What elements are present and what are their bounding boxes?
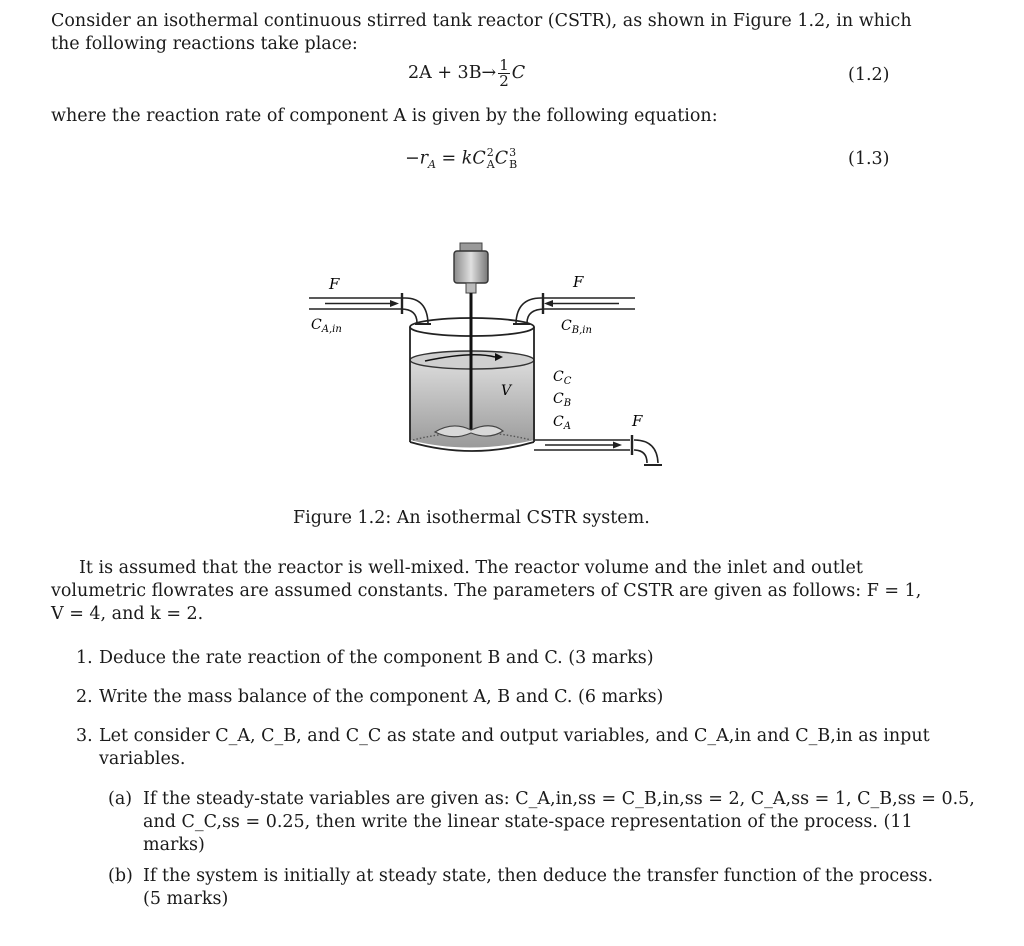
- subquestion-a-line-2: and C_C,ss = 0.25, then write the linear state-space representation of the process. (11: [143, 812, 913, 832]
- cstr-figure: [295, 235, 715, 480]
- subquestion-a-line-1: If the steady-state variables are given as: C_A,in,ss = C_B,in,ss = 2, C_A,ss = 1, C_B,ss = 0.5,: [143, 789, 975, 809]
- subquestion-a-label: (a): [108, 789, 133, 809]
- motor-body: [454, 251, 488, 283]
- subquestion-a-line-3: marks): [143, 835, 205, 855]
- label-cb-in: $C_{B,in}$: [561, 318, 592, 336]
- label-f-right: F: [573, 273, 584, 291]
- assumption-line-3: V = 4, and k = 2.: [51, 604, 204, 624]
- question-2-number: 2.: [76, 687, 93, 707]
- question-3-line-1: Let consider C_A, C_B, and C_C as state and output variables, and C_A,in and C_B,in as input: [99, 726, 930, 746]
- motor-cap: [460, 243, 482, 251]
- equation-number-1-2: (1.2): [848, 65, 890, 85]
- eq12-frac-num: 1: [499, 56, 509, 74]
- eq13-cb: C: [494, 148, 509, 169]
- rate-sentence: where the reaction rate of component A is given by the following equation:: [51, 106, 718, 126]
- question-2-text: Write the mass balance of the component A, B and C. (6 marks): [99, 687, 664, 707]
- figure-caption: Figure 1.2: An isothermal CSTR system.: [293, 508, 650, 528]
- eq13-cb-sub: B: [509, 158, 518, 171]
- intro-line-2: the following reactions take place:: [51, 34, 358, 54]
- question-1-text: Deduce the rate reaction of the component B and C. (3 marks): [99, 648, 654, 668]
- equation-number-1-3: (1.3): [848, 149, 890, 169]
- inlet-right-elbow: [516, 298, 545, 323]
- inlet-left-elbow: [401, 298, 428, 323]
- question-1-number: 1.: [76, 648, 93, 668]
- eq12-fraction: [498, 58, 510, 89]
- eq13-lhs-sub: A: [428, 158, 436, 171]
- outlet-arrowhead: [613, 442, 622, 449]
- eq13-lhs: −r: [405, 148, 429, 169]
- subquestion-b-line-2: (5 marks): [143, 889, 229, 909]
- question-3-number: 3.: [76, 726, 93, 746]
- label-f-left: F: [329, 275, 340, 293]
- question-3-line-2: variables.: [99, 749, 186, 769]
- eq12-rhs: C: [511, 63, 526, 83]
- label-cb: $C_B$: [553, 391, 572, 409]
- assumption-line-1: It is assumed that the reactor is well-mixed. The reactor volume and the inlet and outlet: [79, 558, 863, 578]
- intro-line-1: Consider an isothermal continuous stirred tank reactor (CSTR), as shown in Figure 1.2, in which: [51, 11, 912, 31]
- eq12-lhs: 2A + 3B→: [408, 63, 497, 83]
- label-f-out: F: [632, 412, 643, 430]
- subquestion-b-label: (b): [108, 866, 133, 886]
- eq12-frac-den: 2: [499, 72, 509, 90]
- equation-1-3: [405, 147, 517, 171]
- subquestion-b-line-1: If the system is initially at steady state, then deduce the transfer function of the process.: [143, 866, 934, 886]
- label-ca-in: $C_{A,in}$: [311, 317, 342, 335]
- eq13-ca-supsub: [487, 147, 495, 171]
- eq13-ca-sup: 2: [486, 146, 494, 159]
- label-ca: $C_A$: [553, 414, 571, 432]
- outlet-elbow: [634, 440, 658, 463]
- label-v: V: [501, 383, 512, 399]
- assumption-line-2: volumetric flowrates are assumed constants. The parameters of CSTR are given as follows: F = 1,: [51, 581, 922, 601]
- eq13-ca-sub: A: [486, 158, 495, 171]
- motor-coupling: [466, 283, 476, 293]
- eq13-cb-sup: 3: [509, 146, 517, 159]
- eq13-cb-supsub: [509, 147, 517, 171]
- inlet-right-arrowhead: [544, 300, 553, 307]
- equation-1-2: [408, 58, 525, 89]
- inlet-left-arrowhead: [390, 300, 399, 307]
- eq13-eq: = kC: [435, 148, 486, 169]
- label-cc: $C_C$: [553, 369, 572, 387]
